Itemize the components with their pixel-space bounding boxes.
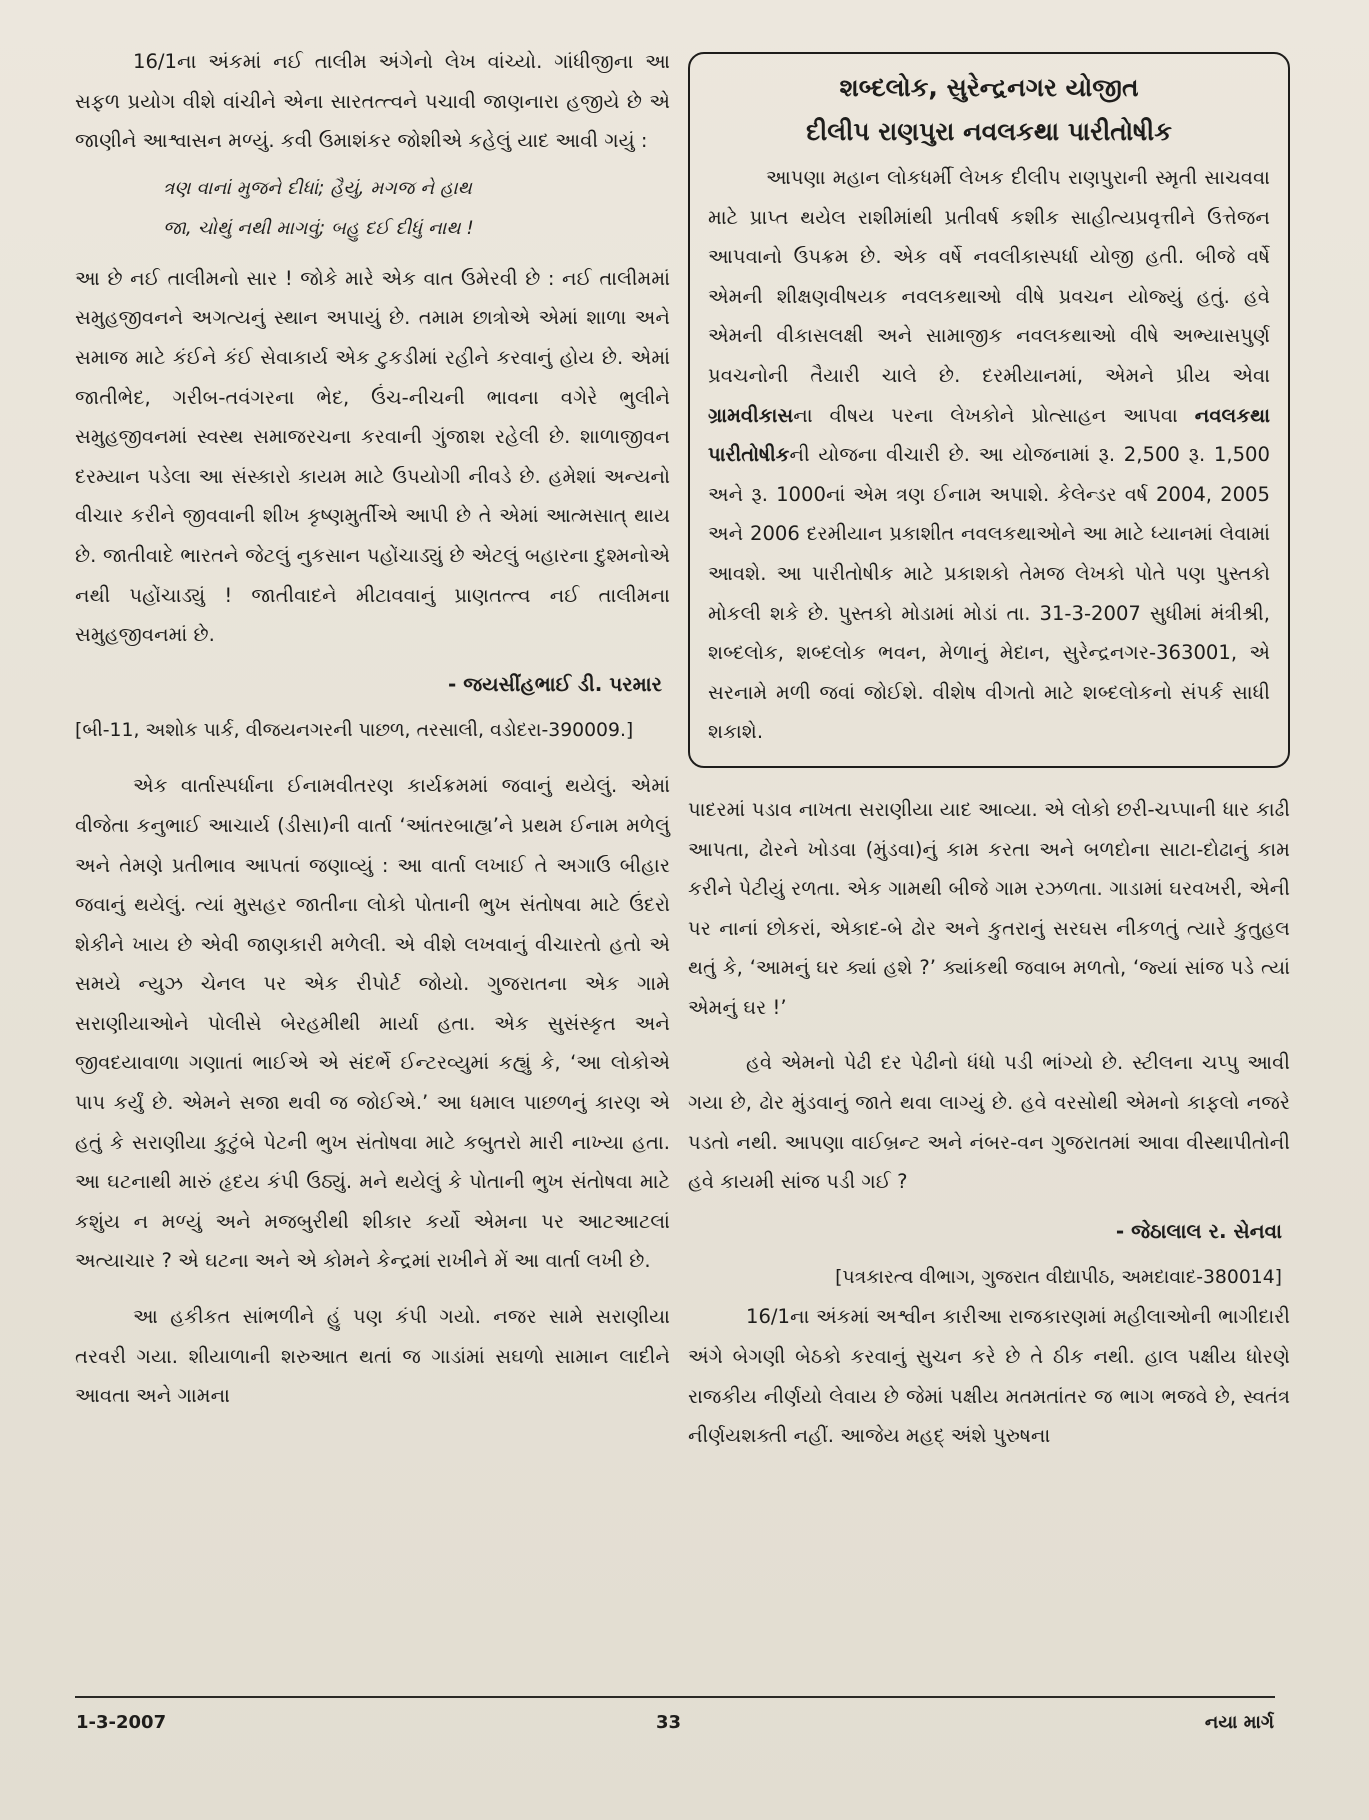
magazine-name: નયા માર્ગ <box>1204 1712 1274 1733</box>
letter1-signature: - જયસીંહભાઈ ડી. પરમાર <box>448 671 662 696</box>
letter2-body: એક વાર્તાસ્પર્ધાના ઈનામવીતરણ કાર્યક્રમમાં જવાનું થયેલું. એમાં વીજેતા કનુભાઈ આચાર્ય (ડીસા)ની વાર્તા ‘આંતરબાહ્ય’ને પ્રથમ ઈનામ મળેલું અને તેમણે પ્રતીભાવ આપતાં જણાવ્યું : આ વાર્તા લખાઈ તે અગાઉ બીહાર જવાનું થયેલું. ત્યાં મુસહર જાતીના લોકો પોતાની ભુખ સંતોષવા માટે ઉંદરો શેકીને ખાય છે એવી જાણકારી મળેલી. એ વીશે લખવાનું વીચારતો હતો એ સમયે ન્યુઝ ચેનલ પર એક રીપોર્ટ જોયો. ગુજરાતના એક ગામે સરાણીયાઓને પોલીસે બેરહમીથી માર્યા હતા. એક સુસંસ્કૃત અને જીવદયાવાળા ગણાતાં ભાઈએ એ સંદર્ભે ઈન્ટરવ્યુમાં કહ્યું કે, ‘આ લોકોએ પાપ કર્યું છે. એમને સજા થવી જ જોઈએ.’ આ ધમાલ પાછળનું કારણ એ હતું કે સરાણીયા કુટુંબે પેટની ભુખ સંતોષવા માટે કબુતરો મારી નાખ્યા હતા. આ ઘટનાથી મારું હૃદય કંપી ઉઠ્યું. મને થયેલું કે પોતાની ભુખ સંતોષવા માટે કશુંય ન મળ્યું અને મજબુરીથી શીકાર કર્યો એમના પર આટઆટલાં અત્યાચાર ? એ ઘટના અને એ કોમને કેન્દ્રમાં રાખીને મેં આ વાર્તા લખી છે. <box>75 774 670 1273</box>
letter2-conclusion: હવે એમનો પેઢી દર પેઢીનો ધંધો પડી ભાંગ્યો છે. સ્ટીલના ચપ્પુ આવી ગયા છે, ઢોર મુંડવાનું જાતે થવા લાગ્યું છે. હવે વરસોથી એમનો કાફલો નજરે પડતો નથી. આપણા વાઈબ્રન્ટ અને નંબર-વન ગુજરાતમાં આવા વીસ્થાપીતોની હવે કાયમી સાંજ પડી ગઈ ? <box>688 1051 1290 1194</box>
letter1-address: [બી-11, અશોક પાર્ક, વીજયનગરની પાછળ, તરસાલી, વડોદરા-390009.] <box>75 720 634 742</box>
box-bold-phrase: ગ્રામવીકાસ <box>708 403 794 427</box>
right-column <box>688 52 1290 1456</box>
box-title-line: દીલીપ રાણપુરા નવલકથા પારીતોષીક <box>806 117 1172 146</box>
box-text-part: ની યોજના વીચારી છે. આ યોજનામાં રૂ. 2,500 રૂ. 1,500 અને રૂ. 1000નાં એમ ત્રણ ઈનામ અપાશે. કેલેન્ડર વર્ષ 2004, 2005 અને 2006 દરમીયાન પ્રકાશીત નવલકથાઓને આ માટે ધ્યાનમાં લેવામાં આવશે. આ પારીતોષીક માટે પ્રકાશકો તેમજ લેખકો પોતે પણ પુસ્તકો મોકલી શકે છે. પુસ્તકો મોડામાં મોડાં તા. 31-3-2007 સુધીમાં મંત્રીશ્રી, શબ્દલોક, શબ્દલોક ભવન, મેળાનું મેદાન, સુરેન્દ્રનગર-363001, એ સરનામે મળી જવાં જોઈશે. વીશેષ વીગતો માટે શબ્દલોકનો સંપર્ક સાધી શકાશે. <box>708 443 1270 744</box>
box-bold-phrase: નવલકથા પારીતોષીક <box>708 403 1270 467</box>
poem-quote <box>163 169 670 249</box>
box-text-part: આપણા મહાન લોકધર્મી લેખક દીલીપ રાણપુરાની સ્મૃતી સાચવવા માટે પ્રાપ્ત થયેલ રાશીમાંથી પ્રતીવર્ષ કશીક સાહીત્યપ્રવૃત્તીને ઉત્તેજન આપવાનો ઉપક્રમ છે. એક વર્ષે નવલીકાસ્પર્ધા યોજી હતી. બીજે વર્ષે એમની શીક્ષણવીષયક નવલકથાઓ વીષે પ્રવચન યોજ્યું હતું. હવે એમની વીકાસલક્ષી અને સામાજીક નવલકથાઓ વીષે અભ્યાસપુર્ણ પ્રવચનોની તૈયારી ચાલે છે. દરમીયાનમાં, એમને પ્રીય એવા <box>708 166 1270 387</box>
box-title <box>708 66 1270 154</box>
letter2-address: [પત્રકારત્વ વીભાગ, ગુજરાત વીદ્યાપીઠ, અમદાવાદ-380014] <box>835 1267 1282 1289</box>
letter2-continuation: પાદરમાં પડાવ નાખતા સરાણીયા યાદ આવ્યા. એ લોકો છરી-ચપ્પાની ધાર કાઢી આપતા, ઢોરને ખોડવા (મુંડવા)નું કામ કરતા અને બળદોના સાટા-દોઢાનું કામ કરીને પેટીયું રળતા. એક ગામથી બીજે ગામ રઝળતા. ગાડામાં ઘરવખરી, એની પર નાનાં છોકરાં, એકાદ-બે ઢોર અને કુતરાનું સરઘસ નીકળતું ત્યારે કુતુહલ થતું કે, ‘આમનું ઘર ક્યાં હશે ?’ ક્યાંકથી જવાબ મળતો, ‘જ્યાં સાંજ પડે ત્યાં એમનું ઘર !’ <box>688 797 1291 1019</box>
letter3-body: 16/1ના અંકમાં અશ્વીન કારીઆ રાજકારણમાં મહીલાઓની ભાગીદારી અંગે બેગણી બેઠકો કરવાનું સુચન કરે છે તે ઠીક નથી. હાલ પક્ષીય ધોરણે રાજકીય નીર્ણયો લેવાય છે જેમાં પક્ષીય મતમતાંતર જ ભાગ ભજવે છે, સ્વતંત્ર નીર્ણયશક્તી નહીં. આજેય મહદ્ અંશે પુરુષના <box>688 1305 1290 1448</box>
footer-rule <box>75 1696 1275 1698</box>
prize-announcement-box <box>688 52 1290 768</box>
poem-line: જા, ચોથું નથી માગવું; બહુ દઈ દીધું નાથ ! <box>163 217 474 239</box>
page-number: 33 <box>656 1712 682 1733</box>
box-text <box>708 158 1270 752</box>
letter2-continued: આ હકીકત સાંભળીને હું પણ કંપી ગયો. નજર સામે સરાણીયા તરવરી ગયા. શીયાળાની શરુઆત થતાં જ ગાડાંમાં સઘળો સામાન લાદીને આવતા અને ગામના <box>75 1305 670 1408</box>
box-title-line: શબ્દલોક, સુરેન્દ્રનગર યોજીત <box>839 73 1139 102</box>
letter1-intro: 16/1ના અંકમાં નઈ તાલીમ અંગેનો લેખ વાંચ્યો. ગાંધીજીના આ સફળ પ્રયોગ વીશે વાંચીને એના સારતત્ત્વને પચાવી જાણનારા હજીયે છે એ જાણીને આશ્વાસન મળ્યું. કવી ઉમાશંકર જોશીએ કહેલું યાદ આવી ગયું : <box>75 50 670 153</box>
box-text-part: ના વીષય પરના લેખકોને પ્રોત્સાહન આપવા <box>793 403 1195 427</box>
poem-line: ત્રણ વાનાં મુજને દીધાં; હૈયું, મગજ ને હાથ <box>163 177 472 199</box>
letter1-body: આ છે નઈ તાલીમનો સાર ! જોકે મારે એક વાત ઉમેરવી છે : નઈ તાલીમમાં સમુહજીવનને અગત્યનું સ્થાન અપાયું છે. તમામ છાત્રોએ એમાં શાળા અને સમાજ માટે કંઈને કંઈ સેવાકાર્ય એક ટુકડીમાં રહીને કરવાનું હોય છે. એમાં જાતીભેદ, ગરીબ-તવંગરના ભેદ, ઉંચ-નીચની ભાવના વગેરે ભુલીને સમુહજીવનમાં સ્વસ્થ સમાજરચના કરવાની ગુંજાશ રહેલી છે. શાળાજીવન દરમ્યાન પડેલા આ સંસ્કારો કાયમ માટે ઉપયોગી નીવડે છે. હમેશાં અન્યનો વીચાર કરીને જીવવાની શીખ કૃષ્ણમુર્તીએ આપી છે તે એમાં આત્મસાત્ થાય છે. જાતીવાદે ભારતને જેટલું નુકસાન પહોંચાડ્યું છે એટલું બહારના દુશ્મનોએ નથી પહોંચાડ્યું ! જાતીવાદને મીટાવવાનું પ્રાણતત્ત્વ નઈ તાલીમના સમુહજીવનમાં છે. <box>75 266 670 647</box>
left-column <box>75 42 670 1416</box>
issue-date: 1-3-2007 <box>76 1712 167 1733</box>
letter2-signature: - જેઠાલાલ ર. સેનવા <box>1115 1218 1282 1243</box>
